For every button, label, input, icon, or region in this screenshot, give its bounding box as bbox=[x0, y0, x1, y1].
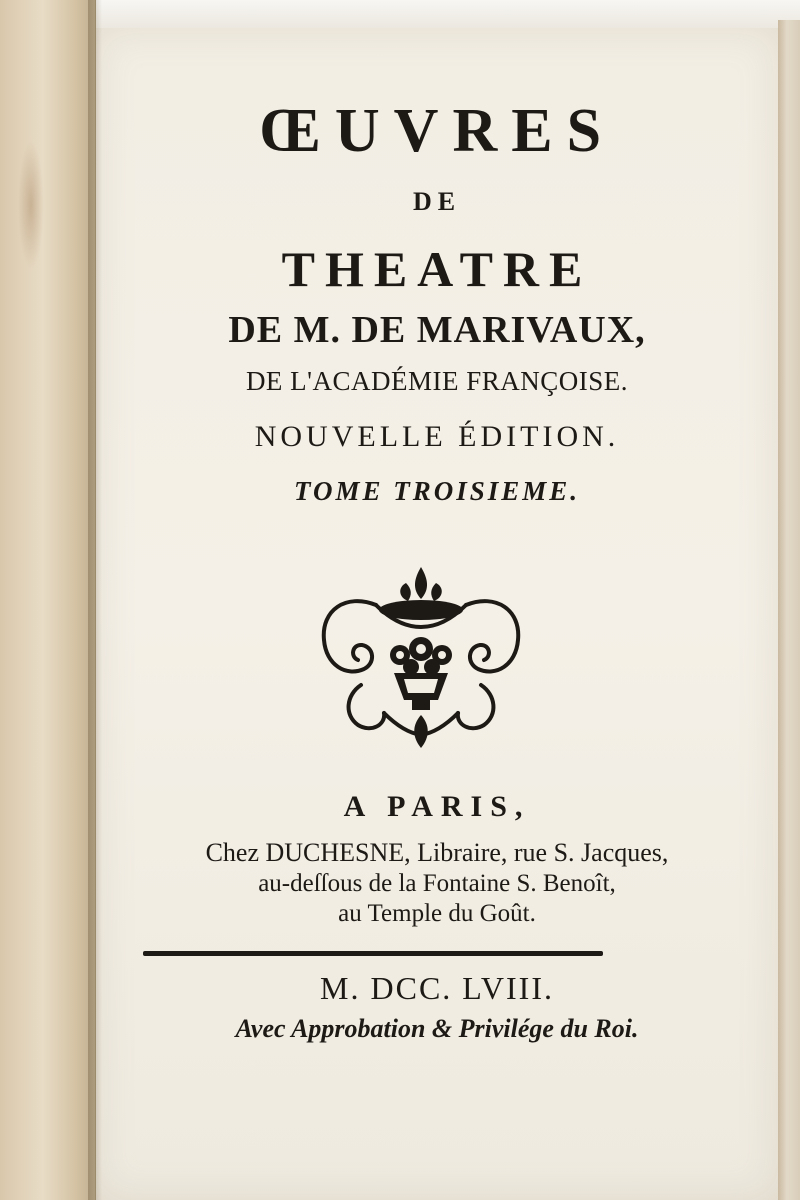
academy-line: DE L'ACADÉMIE FRANÇOISE. bbox=[245, 366, 629, 396]
edition-line: NOUVELLE ÉDITION. bbox=[254, 420, 620, 453]
imprint-place: A PARIS, bbox=[343, 790, 531, 823]
background-top bbox=[80, 0, 800, 28]
publisher-line-1: Chez DUCHESNE, Libraire, rue S. Jacques, bbox=[205, 838, 669, 867]
divider-rule bbox=[143, 951, 603, 956]
privilege-line: Avec Approbation & Privilége du Roi. bbox=[235, 1014, 639, 1043]
book-binding bbox=[0, 0, 96, 1200]
page-edge bbox=[778, 20, 800, 1200]
floral-basket-ornament-icon bbox=[316, 565, 526, 750]
book-subtitle: THEATRE bbox=[281, 241, 593, 297]
publisher-line-3: au Temple du Goût. bbox=[338, 900, 536, 927]
author-line: DE M. DE MARIVAUX, bbox=[228, 309, 646, 351]
title-connector: DE bbox=[412, 187, 462, 216]
book-title: ŒUVRES bbox=[258, 97, 616, 165]
publisher-line-2: au-deſſous de la Fontaine S. Benoît, bbox=[258, 870, 616, 897]
publication-date: M. DCC. LVIII. bbox=[320, 970, 554, 1006]
volume-line: TOME TROISIEME. bbox=[293, 476, 581, 506]
